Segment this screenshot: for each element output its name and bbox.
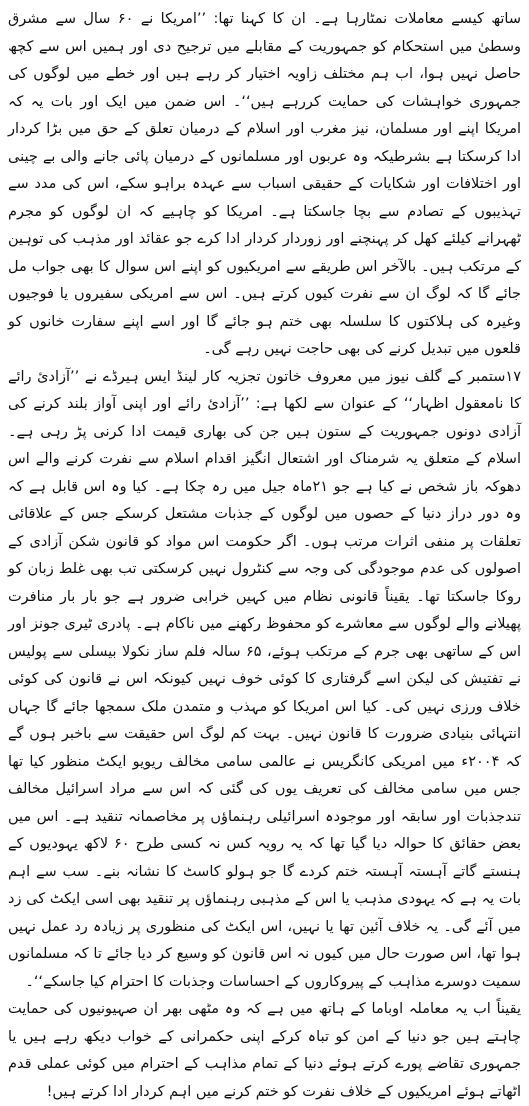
article-paragraph-1: ساتھ کیسے معاملات نمٹارہا ہے۔ ان کا کہنا تھا: ’’امریکا نے ۶۰ سال سے مشرق وسطیٰ میں استحکام کو جمہوریت کے مقابلے میں ترجیح دی اور ہمیں اس سے کچھ حاصل نہیں ہوا، اب ہم مختلف زاویہ اختیار کر رہے ہیں اور خطے میں لوگوں کی جمہوری خواہشات کی حمایت کررہے ہیں‘‘۔ اس ضمن میں ایک اور بات یہ کہ امریکا اپنے اور مسلمان، نیز مغرب اور اسلام کے درمیان تعلق کے حق میں بڑا کردار ادا کرسکتا ہے بشرطیکہ وہ عربوں اور مسلمانوں کے درمیان پائی جانے والی بے چینی اور اختلافات اور شکایات کے حقیقی اسباب سے عہدہ براہو سکے، اس کی مدد سے تہذیبوں کے تصادم سے بچا جاسکتا ہے۔ امریکا کو چاہیے کہ ان لوگوں کو مجرم ٹھہرانے کیلئے کھل کر پہنچنے اور زوردار کردار ادا کرے جو عقائد اور مذہب کی توہین کے مرتکب ہیں۔ بالآخر اس طریقے سے امریکیوں کو اپنے اس سوال کا بھی جواب مل جائے گا کہ لوگ ان سے نفرت کیوں کرتے ہیں۔ اس سے امریکی سفیروں یا فوجیوں وغیرہ کی ہلاکتوں کا سلسلہ بھی ختم ہو جائے گا اور اسے اپنے سفارت خانوں کو قلعوں میں تبدیل کرنے کی بھی حاجت نہیں رہے گی۔ bbox=[8, 11, 521, 357]
article-paragraph-3: یقیناً اب یہ معاملہ اوباما کے ہاتھ میں ہے کہ وہ مٹھی بھر ان صہیونیوں کی حمایت چاہتے ہیں جو دنیا کے امن کو تباہ کرکے اپنی حکمرانی کے خواب دیکھ رہے ہیں یا جمہوری تقاضے پورے کرتے ہوئے دنیا کے تمام مذاہب کے احترام میں کوئی عملی قدم اٹھاتے ہوئے امریکیوں کے خلاف نفرت کو ختم کرنے میں اہم کردار ادا کرتے ہیں! bbox=[8, 1001, 521, 1100]
article-paragraph-2: ۱۷ستمبر کے گلف نیوز میں معروف خاتون تجزیہ کار لینڈ ایس ہیرڈے نے ’’آزادیٔ رائے کا نامعقول اظہار‘‘ کے عنوان سے لکھا ہے: ’’آزادیٔ رائے اور اپنی آواز بلند کرنے کی آزادی دونوں جمہوریت کے ستون ہیں جن کی بھاری قیمت ادا کرنی پڑ رہی ہے۔ اسلام کے متعلق یہ شرمناک اور اشتعال انگیز اقدام اسلام سے نفرت کرنے والے اس دھوکہ باز شخص نے کیا ہے جو ۲۱ماہ جیل میں رہ چکا ہے۔ کیا وہ اس قابل ہے کہ وہ دور دراز دنیا کے حصوں میں لوگوں کے جذبات مشتعل کرسکے جس کے علاقائی تعلقات پر منفی اثرات مرتب ہوں۔ اگر حکومت اس مواد کو قانون شکن آزادی کے اصولوں کی عدم موجودگی کی وجہ سے کنٹرول نہیں کرسکتی تب بھی غلط زبان کو روکا جاسکتا تھا۔ یقیناً قانونی نظام میں کہیں خرابی ضرور ہے جو بار بار منافرت پھیلانے والے لوگوں سے معاشرے کو محفوظ رکھنے میں ناکام ہے۔ پادری ٹیری جونز اور اس کے ساتھی بھی جرم کے مرتکب ہوئے، ۶۵ سالہ فلم ساز نکولا بیسلی سے پولیس نے تفتیش کی لیکن اسے گرفتاری کا کوئی خوف نہیں کیونکہ اس نے قانون کی کوئی خلاف ورزی نہیں کی۔ کیا اس امریکا کو مہذب و متمدن ملک سمجھا جائے گا جہاں انتہائی بنیادی ضرورت کا قانون نہیں۔ بہت کم لوگ اس حقیقت سے باخبر ہوں گے کہ ۲۰۰۴ء میں امریکی کانگریس نے عالمی سامی مخالف ریویو ایکٹ منظور کیا تھا جس میں سامی مخالف کی تعریف یوں کی گئی کہ اس سے مراد اسرائیل مخالف تندجذبات اور سابقہ اور موجودہ اسرائیلی رہنماؤں پر مخاصمانہ تنقید ہے۔ اس میں بعض حقائق کا حوالہ دیا گیا تھا کہ یہ رویہ کس نہ کسی طرح ۶۰ لاکھ یہودیوں کے ہنستے گاتے آہستہ آہستہ ختم کردے گا جو ہولو کاسٹ کا نشانہ بنے۔ سب سے اہم بات یہ ہے کہ یہودی مذہب یا اس کے مذہبی رہنماؤں پر تنقید بھی اسی ایکٹ کی زد میں آئے گی۔ یہ خلاف آئین تھا یا نہیں، اس ایکٹ کی منظوری پر زیادہ رد عمل نہیں ہوا تھا، اس صورت حال میں کیوں نہ اس قانون کو وسیع کر دیا جائے تا کہ مسلمانوں سمیت دوسرے مذاہب کے پیروکاروں کے احساسات وجذبات کا احترام کیا جاسکے‘‘۔ bbox=[8, 368, 522, 990]
